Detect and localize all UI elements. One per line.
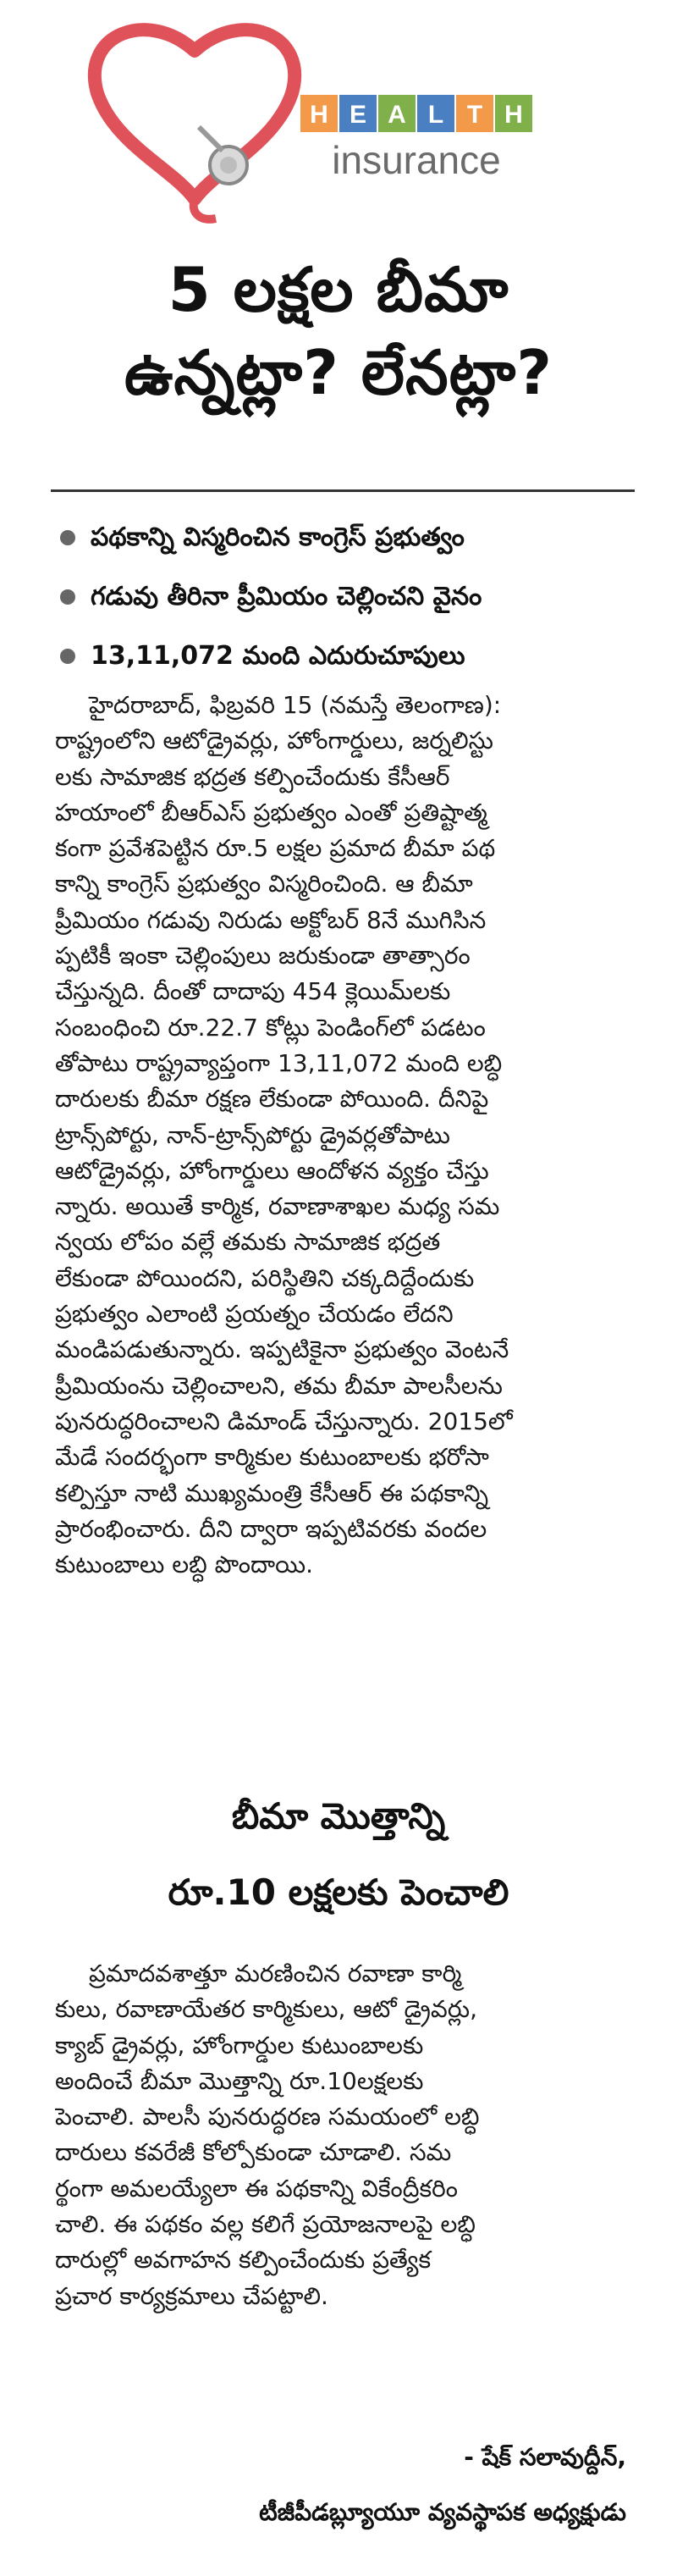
text-line: ప్రచార కార్యక్రమాలు చేపట్టాలి. (55, 2281, 328, 2310)
text-line: లేకుండా పోయిందని, పరిస్థితిని చక్కదిద్దేందుకు (55, 1263, 475, 1292)
text-line: కులు, రవాణాయేతర కార్మికులు, ఆటో డ్రైవర్లు, (55, 1995, 478, 2024)
bullet-text: గడువు తీరినా ప్రీమియం చెల్లించని వైనం (91, 582, 482, 611)
text-line: దారులు కవరేజీ కోల్పోకుండా చూడాలి. సమ (55, 2138, 452, 2167)
heart-stethoscope-icon (47, 0, 630, 229)
text-line: అందించే బీమా మొత్తాన్ని రూ.10లక్షలకు (55, 2066, 424, 2095)
text-line: ఆటోడ్రైవర్లు, హోంగార్డులు ఆందోళన వ్యక్తం చేస్తు (55, 1156, 489, 1185)
text-line: ప్రీమియం గడువు నిరుడు అక్టోబర్ 8నే ముగిసిన (55, 905, 487, 934)
text-line: మేడే సందర్భంగా కార్మికుల కుటుంబాలకు భరోసా (55, 1443, 489, 1472)
bullet-dot-icon (60, 530, 75, 545)
text-line: ప్రమాదవశాత్తూ మరణించిన రవాణా కార్మి (89, 1960, 462, 1987)
text-line: లకు సామాజిక భద్రత కల్పించేందుకు కేసీఆర్ (55, 762, 450, 791)
bullet-text: పథకాన్ని విస్మరించిన కాంగ్రెస్ ప్రభుత్వం (91, 522, 465, 552)
svg-text:E: E (349, 101, 367, 129)
bullet-text: 13,11,072 మంది ఎదురుచూపులు (91, 641, 465, 671)
text-line: ప్రభుత్వం ఎలాంటి ప్రయత్నం చేయడం లేదని (55, 1300, 454, 1329)
divider (51, 489, 635, 492)
text-line: దారులకు బీమా రక్షణ లేకుండా పోయింది. దీనిపై (55, 1085, 489, 1114)
text-line: కల్పిస్తూ నాటి ముఖ్యమంత్రి కేసీఆర్ ఈ పథకాన్ని (55, 1479, 489, 1507)
text-line: చాలి. ఈ పథకం వల్ల కలిగే ప్రయోజనాలపై లబ్ధి (55, 2210, 476, 2239)
headline-line-1: 5 లక్షల బీమా (168, 254, 509, 325)
logo-word-bottom: insurance (332, 138, 501, 182)
headline-line-2: ఉన్నట్లా? లేనట్లా? (124, 337, 553, 408)
text-line: క్యాబ్ డ్రైవర్లు, హోంగార్డుల కుటుంబాలకు (55, 2031, 424, 2059)
signature-role: టీజీపీడబ్ల్యూయూ వ్యవస్థాపక అధ్యక్షుడు (259, 2498, 626, 2526)
text-line: కంగా ప్రవేశపెట్టిన రూ.5 లక్షల ప్రమాద బీమా పథ (55, 834, 496, 863)
text-line: రాష్ట్రంలోని ఆటోడ్రైవర్లు, హోంగార్డులు, జర్నలిస్టు (55, 727, 493, 755)
text-line: పునరుద్ధరించాలని డిమాండ్ చేస్తున్నారు. 2015లో (55, 1407, 513, 1435)
text-line: తోపాటు రాష్ట్రవ్యాప్తంగా 13,11,072 మంది లబ్ధి (55, 1048, 503, 1077)
text-line: ప్రీమియంను చెల్లించాలని, తమ బీమా పాలసీలను (55, 1371, 503, 1400)
svg-text:T: T (466, 101, 483, 129)
text-line: న్నారు. అయితే కార్మిక, రవాణాశాఖల మధ్య సమ (55, 1192, 500, 1221)
text-line: ర్థంగా అమలయ్యేలా ఈ పథకాన్ని వికేంద్రీకరిం (55, 2174, 458, 2203)
hero-image (47, 0, 630, 229)
bullet-item (55, 508, 647, 567)
bullet-dot-icon (60, 649, 75, 664)
text-line: సంబంధించి రూ.22.7 కోట్లు పెండింగ్‌లో పడటం (55, 1013, 486, 1042)
body-paragraph-2 (55, 1956, 647, 2314)
svg-text:H: H (310, 101, 328, 129)
text-line: పెంచాలి. పాలసీ పునరుద్ధరణ సమయంలో లబ్ధి (55, 2103, 480, 2131)
subheading-line-2: రూ.10 లక్షలకు పెంచాలి (168, 1871, 509, 1913)
subheading-line-1: బీమా మొత్తాన్ని (231, 1795, 446, 1837)
text-line: ట్రాన్స్‌పోర్టు, నాన్-ట్రాన్స్‌పోర్టు డ్రైవర్లతోపాటు (55, 1120, 450, 1149)
text-line: దారుల్లో అవగాహన కల్పించేందుకు ప్రత్యేక (55, 2246, 432, 2275)
bullet-dot-icon (60, 589, 75, 605)
text-line: కాన్ని కాంగ్రెస్ ప్రభుత్వం విస్మరించింది. ఆ బీమా (55, 870, 473, 898)
svg-text:H: H (504, 101, 523, 129)
svg-text:L: L (427, 101, 444, 129)
text-line: హైదరాబాద్, ఫిబ్రవరి 15 (నమస్తే తెలంగాణ): (89, 691, 502, 719)
text-line: న్వయ లోపం వల్లే తమకు సామాజిక భద్రత (55, 1228, 441, 1257)
text-line: హయాంలో బీఆర్ఎస్ ప్రభుత్వం ఎంతో ప్రతిష్టాత్మ (55, 798, 487, 826)
svg-text:A: A (388, 101, 406, 129)
text-line: కుటుంబాలు లబ్ధి పొందాయి. (55, 1551, 314, 1579)
text-line: ప్రారంభించారు. దీని ద్వారా ఇప్పటివరకు వందల (55, 1514, 487, 1543)
bullet-list (55, 508, 647, 686)
signature-name: - షేక్ సలావుద్దీన్, (464, 2443, 626, 2471)
text-line: మండిపడుతున్నారు. ఇప్పటికైనా ప్రభుత్వం వెంటనే (55, 1335, 509, 1364)
text-line: ప్పటికీ ఇంకా చెల్లింపులు జరుకుండా తాత్సారం (55, 942, 471, 970)
bullet-item (55, 627, 647, 686)
body-paragraph-1 (55, 688, 647, 1583)
text-line: చేస్తున్నది. దీంతో దాదాపు 454 క్లెయిమ్‌లకు (55, 977, 451, 1006)
bullet-item (55, 567, 647, 627)
